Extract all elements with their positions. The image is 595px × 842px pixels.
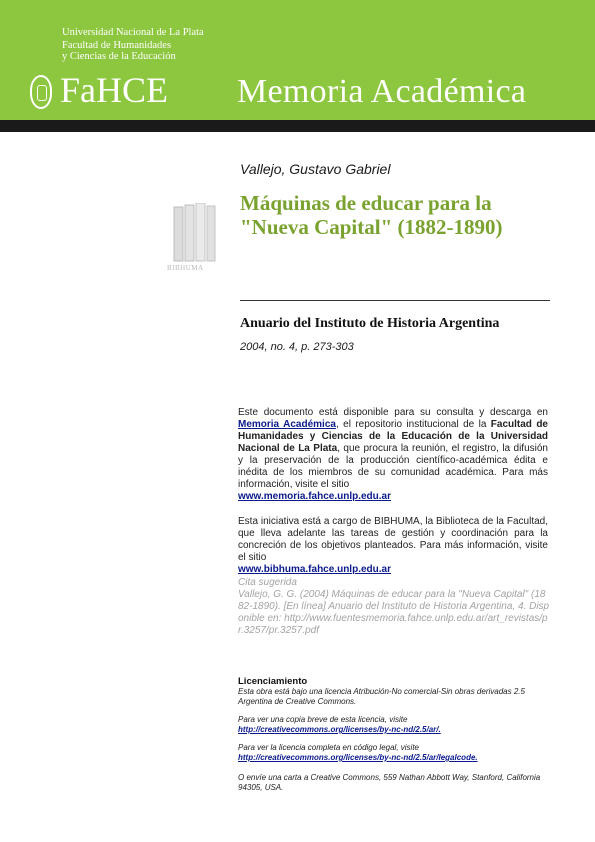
citation-details: 2004, no. 4, p. 273-303 [240,341,354,353]
suggested-citation-heading: Cita sugerida [238,577,297,588]
title-line-1: Máquinas de educar para la [240,191,492,215]
header-banner [0,0,595,120]
license-copy-block [238,715,550,735]
document-title [240,191,570,239]
license-heading: Licenciamiento [238,676,308,687]
license-full-label: Para ver la licencia completa en código legal, visite [238,743,419,752]
info-text-a: Este documento está disponible para su consulta y descarga en [238,407,548,418]
bibhuma-url-link[interactable]: www.bibhuma.fahce.unlp.edu.ar [238,564,391,575]
faculty-full-name: Facultad de Humanidades y Ciencias de la Educación de la Universidad Nacional de La Plata [238,419,548,454]
repository-name: Memoria Académica [237,73,527,110]
books-icon [170,203,220,265]
faculty-name-line1: Facultad de Humanidades [62,40,172,51]
document-author: Vallejo, Gustavo Gabriel [240,161,391,177]
license-letter: O envíe una carta a Creative Commons, 559 Nathan Abbott Way, Stanford, California 94305, USA. [238,773,541,792]
suggested-citation-text: Vallejo, G. G. (2004) Máquinas de educar para la "Nueva Capital" (1882-1890). [En línea] Anuario del Instituto de Historia Argentina, 4. Disponible en: http://www.fuentesmemoria.fahce.unlp.edu.ar/art_revistas/pr.3257/pr.3257.pdf [238,589,550,636]
header-divider-strip [0,120,595,132]
university-name: Universidad Nacional de La Plata [62,27,204,38]
title-rule [240,300,550,301]
memoria-academica-link[interactable]: Memoria Académica [238,419,336,430]
license-copy-label: Para ver una copia breve de esta licencia, visite [238,715,408,724]
title-line-2: "Nueva Capital" (1882-1890) [240,215,503,239]
bibhuma-text: Esta iniciativa está a cargo de BIBHUMA, la Biblioteca de la Facultad, que lleva adelante las tareas de gestión y coordinación para la concreción de los objetivos planteados. Para más información, visite el sitio [238,516,548,563]
logo-caption: BIBHUMA [167,264,204,272]
info-text-c: , que procura la reunión, el registro, la difusión y la preservación de la producción científico-académica édita e inédita de los miembros de su comunidad académica. Para más información, visite el sitio [238,443,548,490]
info-paragraph-2 [238,516,548,576]
license-copy-link[interactable]: http://creativecommons.org/licenses/by-nc-nd/2.5/ar/. [238,725,441,734]
journal-name: Anuario del Instituto de Historia Argentina [240,316,500,331]
faculty-name-line2: y Ciencias de la Educación [62,51,176,62]
memoria-url-link[interactable]: www.memoria.fahce.unlp.edu.ar [238,491,391,502]
suggested-citation [238,577,550,637]
info-text-b: , el repositorio institucional de la [335,419,487,430]
license-full-link[interactable]: http://creativecommons.org/licenses/by-nc-nd/2.5/ar/legalcode. [238,753,478,762]
license-full-block [238,743,550,763]
license-text: Esta obra está bajo una licencia Atribución-No comercial-Sin obras derivadas 2.5 Argentina de Creative Commons. [238,687,525,706]
info-paragraph-1 [238,407,548,503]
fahce-logo-text: FaHCE [60,70,168,110]
university-seal-icon [30,75,52,109]
